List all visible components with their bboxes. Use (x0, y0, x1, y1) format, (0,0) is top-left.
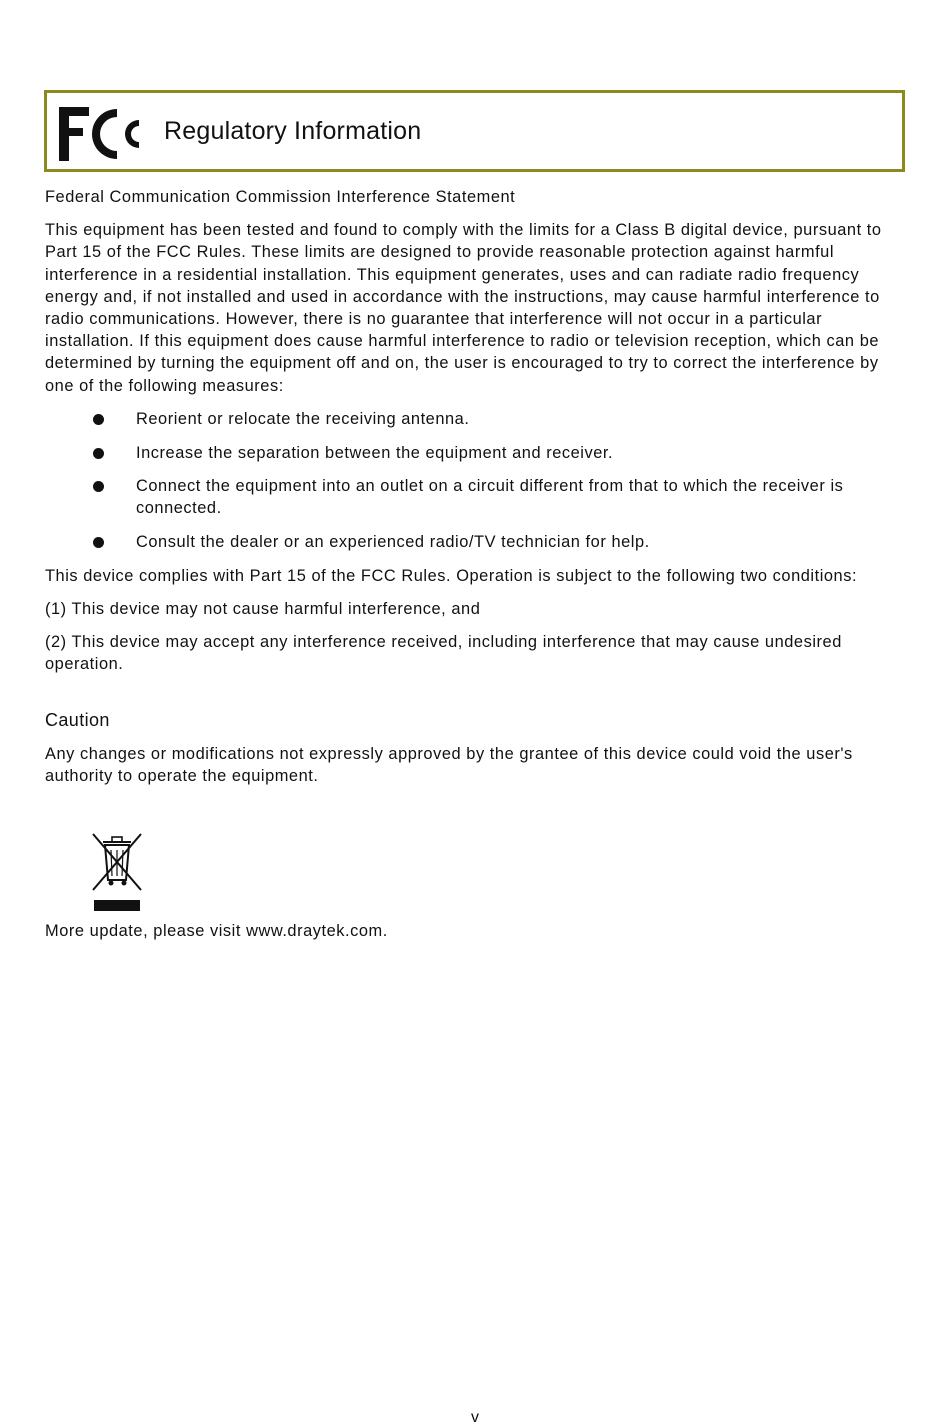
header-box (44, 90, 905, 172)
condition-2: (2) This device may accept any interference received, including interference that may cause undesired operation. (45, 633, 842, 674)
bullet-dot-icon (93, 537, 104, 548)
more-update-text: More update, please visit www.draytek.com. (45, 922, 388, 941)
condition-1: (1) This device may not cause harmful interference, and (45, 600, 481, 619)
statement-title: Federal Communication Commission Interference Statement (45, 188, 516, 206)
list-item (45, 408, 910, 430)
bullet-dot-icon (93, 414, 104, 425)
measure-text: Consult the dealer or an experienced radio/TV technician for help. (136, 533, 650, 552)
fcc-logo-icon (57, 104, 143, 164)
list-item (45, 475, 910, 519)
statement-intro: This equipment has been tested and found to comply with the limits for a Class B digital device, pursuant to Part 15 of the FCC Rules. These limits are designed to provide reasonable protection against harmful interference in a residential installation. This equipment generates, uses and can radiate radio frequency energy and, if not installed and used in accordance with the instructions, may cause harmful interference to radio communications. However, there is no guarantee that interference will not occur in a particular installation. If this equipment does cause harmful interference to radio or television reception, which can be determined by turning the equipment off and on, the user is encouraged to try to correct the interference by one of the following measures: (45, 221, 882, 395)
caution-text: Any changes or modifications not expressly approved by the grantee of this device could void the user's authority to operate the equipment. (45, 744, 853, 786)
measure-text: Connect the equipment into an outlet on a circuit different from that to which the receiver is connected. (136, 477, 844, 518)
content-body (45, 186, 910, 953)
list-item (45, 531, 910, 553)
measure-text: Reorient or relocate the receiving antenna. (136, 409, 470, 428)
page-number: v (471, 1409, 479, 1426)
page-title: Regulatory Information (164, 117, 422, 145)
bullet-dot-icon (93, 448, 104, 459)
list-item (45, 442, 910, 464)
compliance-text: This device complies with Part 15 of the FCC Rules. Operation is subject to the following two conditions: (45, 566, 858, 585)
caution-heading: Caution (45, 709, 110, 730)
weee-crossed-bin-icon (89, 830, 145, 914)
measures-list (45, 408, 910, 554)
measure-text: Increase the separation between the equipment and receiver. (136, 443, 614, 462)
bullet-dot-icon (93, 481, 104, 492)
